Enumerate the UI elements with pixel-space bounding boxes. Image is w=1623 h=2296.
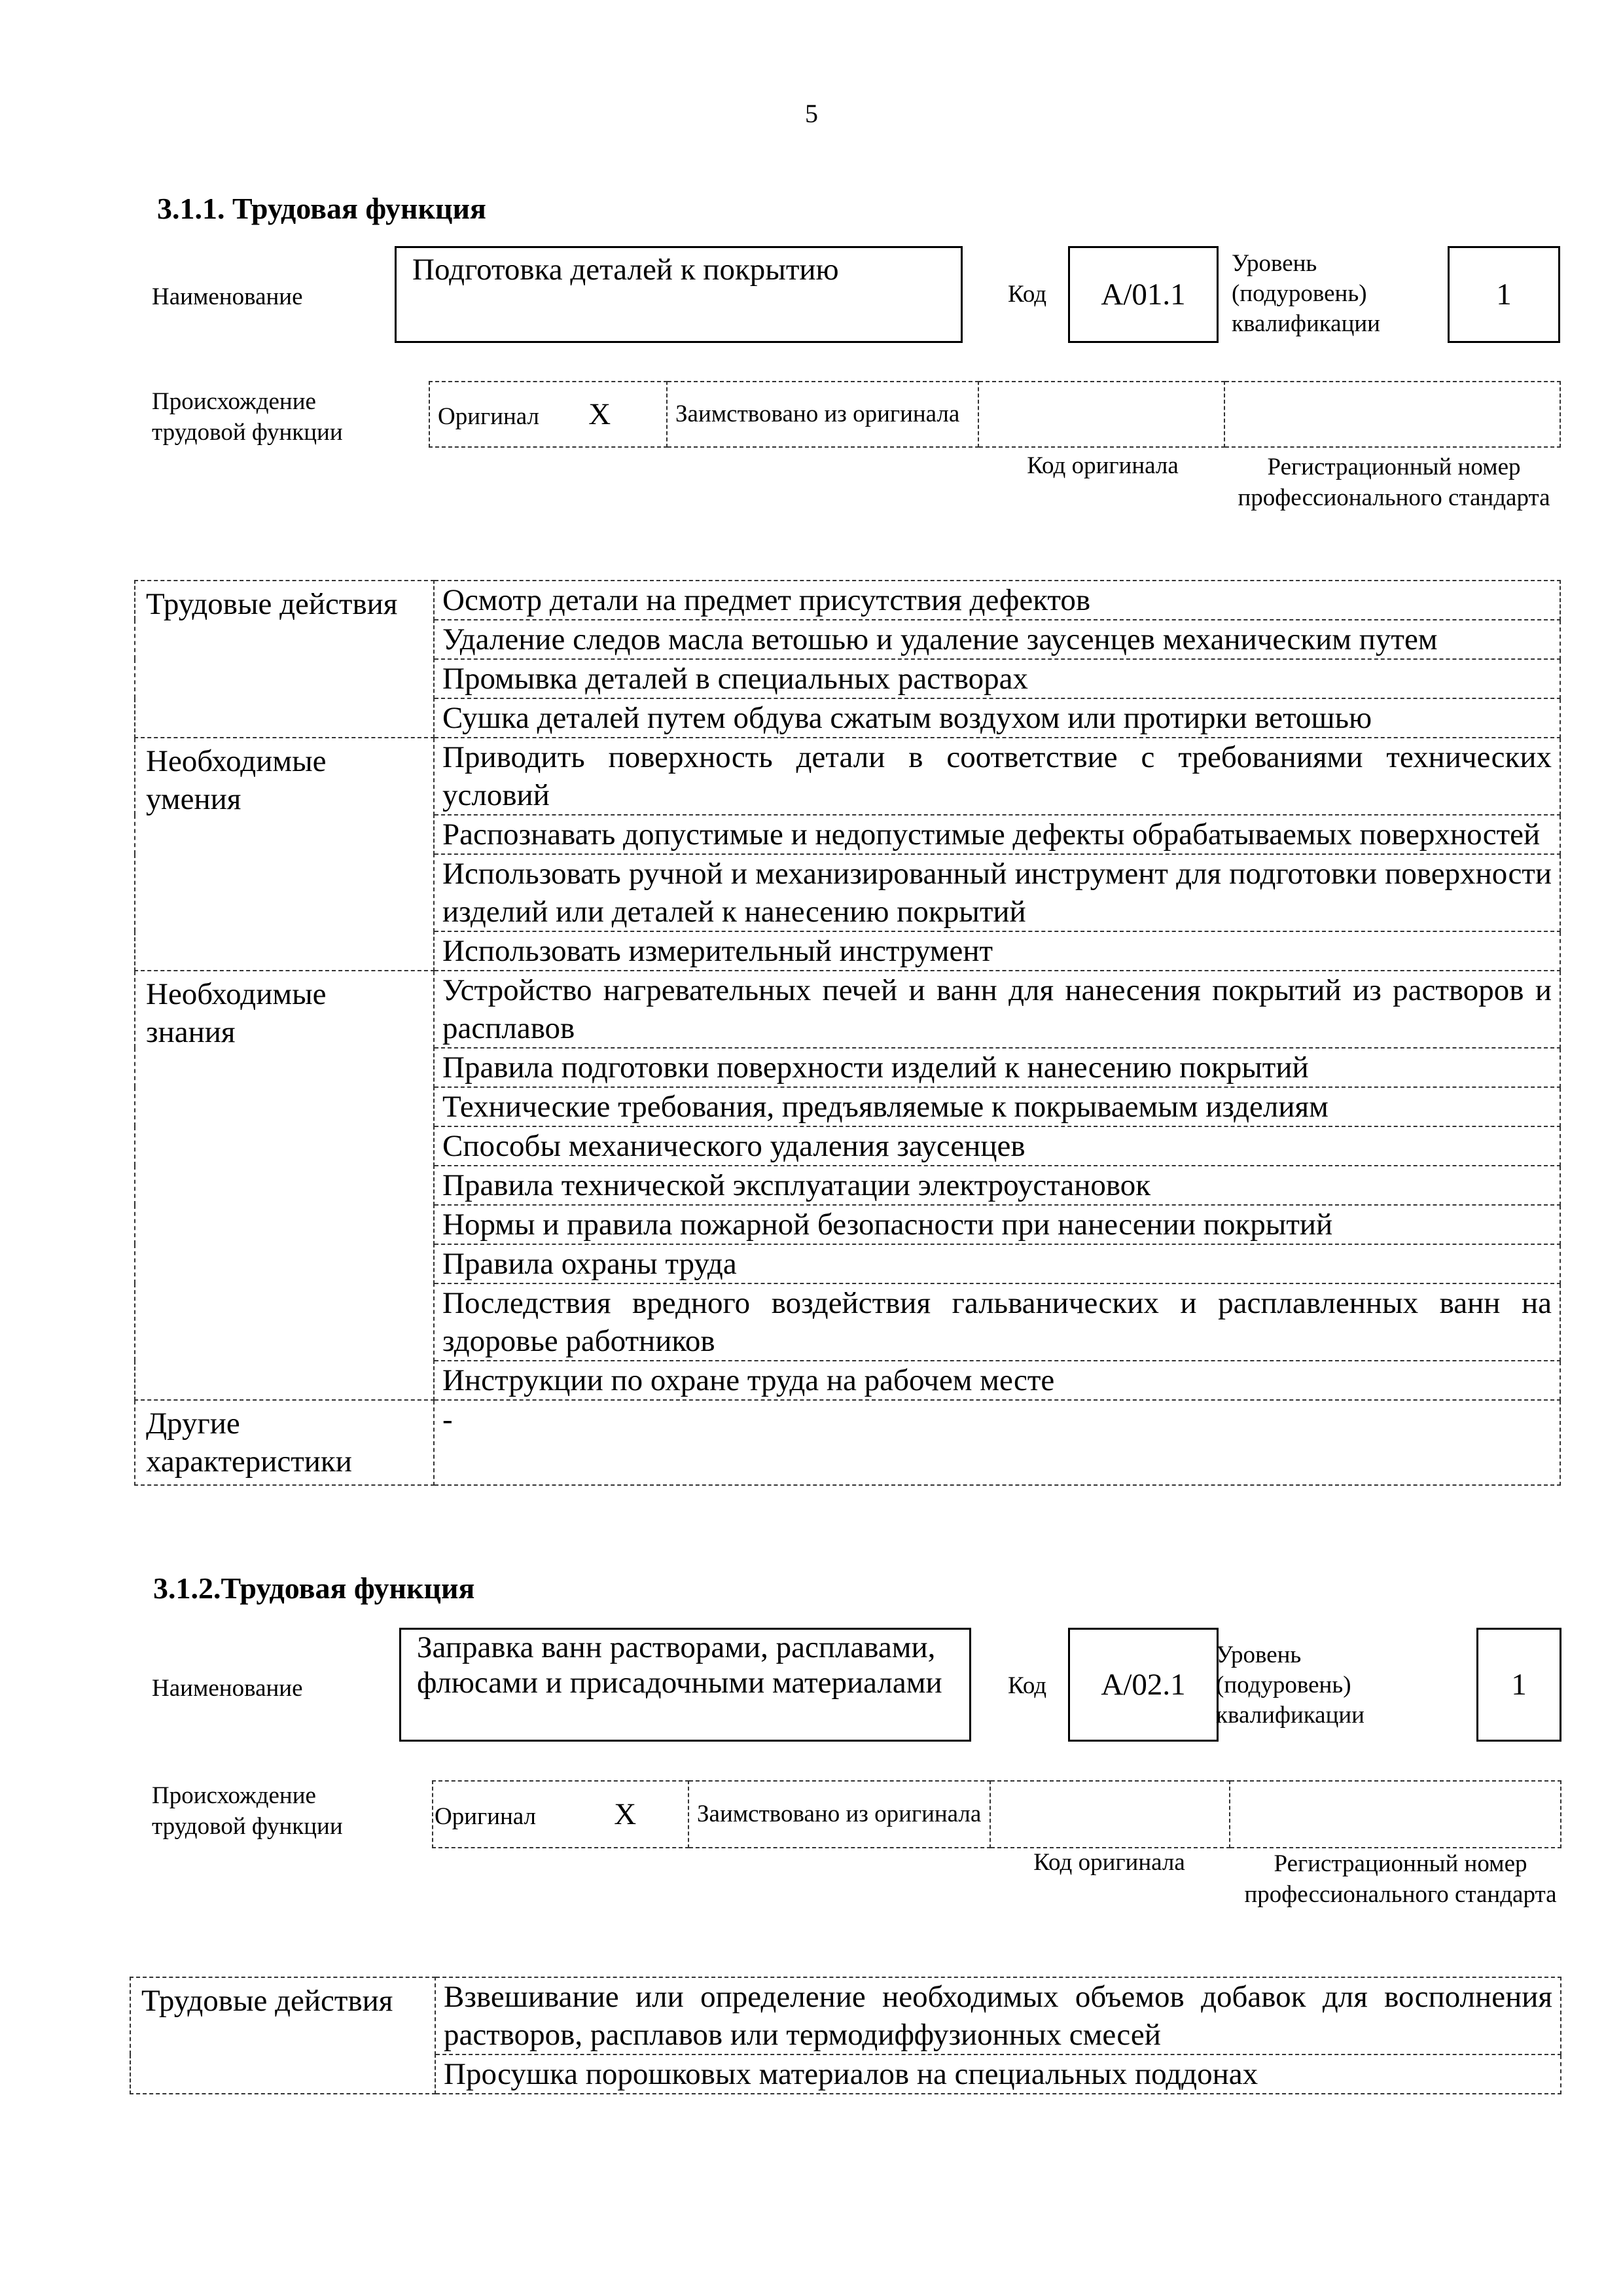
borrowed-cell bbox=[688, 1781, 990, 1848]
category-cell: Трудовые действия bbox=[130, 1977, 435, 2094]
item-cell: Правила охраны труда bbox=[434, 1244, 1560, 1283]
reg-number-caption: Регистрационный номер профессионального стандарта bbox=[1238, 454, 1550, 511]
item-cell: Промывка деталей в специальных растворах bbox=[434, 659, 1560, 698]
table-row bbox=[135, 581, 1560, 620]
item-cell: Удаление следов масла ветошью и удаление заусенцев механическим путем bbox=[434, 620, 1560, 659]
item-cell: Последствия вредного воздействия гальванических и расплавленных ванн на здоровье работников bbox=[434, 1283, 1560, 1361]
item-cell: Распознавать допустимые и недопустимые дефекты обрабатываемых поверхностей bbox=[434, 815, 1560, 854]
page-number: 5 bbox=[805, 99, 818, 128]
item-cell: Сушка деталей путем обдува сжатым воздухом или протирки ветошью bbox=[434, 698, 1560, 738]
code-original-cell bbox=[990, 1781, 1230, 1848]
table-row bbox=[135, 1400, 1560, 1485]
original-label: Оригинал bbox=[438, 403, 540, 430]
item-cell: Технические требования, предъявляемые к покрываемым изделиям bbox=[434, 1087, 1560, 1126]
origin-table bbox=[432, 1780, 1561, 1848]
item-cell: Инструкции по охране труда на рабочем месте bbox=[434, 1361, 1560, 1400]
level-value: 1 bbox=[1511, 1668, 1527, 1702]
code-label: Код bbox=[1008, 1672, 1047, 1699]
table-row bbox=[135, 971, 1560, 1048]
code-original-cell bbox=[978, 382, 1224, 447]
item-cell: Взвешивание или определение необходимых объемов добавок для восполнения растворов, расплавов или термодиффузионных смесей bbox=[435, 1977, 1561, 2054]
code-original-caption: Код оригинала bbox=[1033, 1849, 1185, 1876]
code-label: Код bbox=[1008, 281, 1047, 308]
code-box bbox=[1068, 1628, 1219, 1742]
function-details-table bbox=[134, 580, 1561, 1486]
code-value: A/02.1 bbox=[1101, 1668, 1186, 1702]
code-original-caption: Код оригинала bbox=[1027, 452, 1179, 479]
level-label: Уровень (подуровень) квалификации bbox=[1216, 1641, 1364, 1729]
name-label: Наименование bbox=[152, 283, 303, 310]
origin-table bbox=[429, 381, 1561, 448]
item-cell: - bbox=[434, 1400, 1560, 1485]
original-cell bbox=[429, 382, 667, 447]
reg-number-cell bbox=[1224, 382, 1560, 447]
original-mark: X bbox=[614, 1797, 637, 1831]
item-cell: Правила подготовки поверхности изделий к нанесению покрытий bbox=[434, 1048, 1560, 1087]
category-cell: Необходимые знания bbox=[135, 971, 434, 1400]
section-title: 3.1.2.Трудовая функция bbox=[153, 1571, 475, 1605]
original-cell bbox=[433, 1781, 688, 1848]
category-cell: Другие характеристики bbox=[135, 1400, 434, 1485]
item-cell: Использовать измерительный инструмент bbox=[434, 931, 1560, 971]
category-cell: Необходимые умения bbox=[135, 738, 434, 971]
name-label: Наименование bbox=[152, 1675, 303, 1702]
level-box bbox=[1448, 246, 1560, 343]
function-name: Заправка ванн растворами, расплавами, флюсами и присадочными материалами bbox=[417, 1630, 942, 1700]
item-cell: Правила технической эксплуатации электроустановок bbox=[434, 1166, 1560, 1205]
item-cell: Осмотр детали на предмет присутствия дефектов bbox=[434, 581, 1560, 620]
original-mark: X bbox=[588, 397, 611, 431]
item-cell: Приводить поверхность детали в соответствие с требованиями технических условий bbox=[434, 738, 1560, 815]
function-details-table bbox=[130, 1977, 1561, 2094]
table-row bbox=[135, 738, 1560, 815]
item-cell: Нормы и правила пожарной безопасности при нанесении покрытий bbox=[434, 1205, 1560, 1244]
section-title: 3.1.1. Трудовая функция bbox=[157, 192, 486, 225]
table-row bbox=[130, 1977, 1561, 2054]
level-label: Уровень (подуровень) квалификации bbox=[1232, 250, 1380, 337]
item-cell: Просушка порошковых материалов на специальных поддонах bbox=[435, 2054, 1561, 2094]
origin-label: Происхождение трудовой функции bbox=[152, 1782, 343, 1840]
function-name-box bbox=[395, 246, 963, 343]
item-cell: Использовать ручной и механизированный инструмент для подготовки поверхности изделий или деталей к нанесению покрытий bbox=[434, 854, 1560, 931]
function-name-box bbox=[399, 1628, 971, 1742]
borrowed-cell bbox=[667, 382, 978, 447]
code-value: A/01.1 bbox=[1101, 278, 1186, 312]
function-name: Подготовка деталей к покрытию bbox=[412, 253, 839, 287]
item-cell: Способы механического удаления заусенцев bbox=[434, 1126, 1560, 1166]
code-box bbox=[1068, 246, 1219, 343]
item-cell: Устройство нагревательных печей и ванн для нанесения покрытий из растворов и расплавов bbox=[434, 971, 1560, 1048]
borrowed-label: Заимствовано из оригинала bbox=[675, 401, 960, 427]
original-label: Оригинал bbox=[435, 1803, 537, 1830]
category-cell: Трудовые действия bbox=[135, 581, 434, 738]
level-box bbox=[1476, 1628, 1561, 1742]
reg-number-cell bbox=[1230, 1781, 1561, 1848]
borrowed-label: Заимствовано из оригинала bbox=[697, 1801, 982, 1827]
origin-label: Происхождение трудовой функции bbox=[152, 388, 343, 446]
reg-number-caption: Регистрационный номер профессионального стандарта bbox=[1244, 1850, 1557, 1908]
level-value: 1 bbox=[1496, 278, 1512, 312]
